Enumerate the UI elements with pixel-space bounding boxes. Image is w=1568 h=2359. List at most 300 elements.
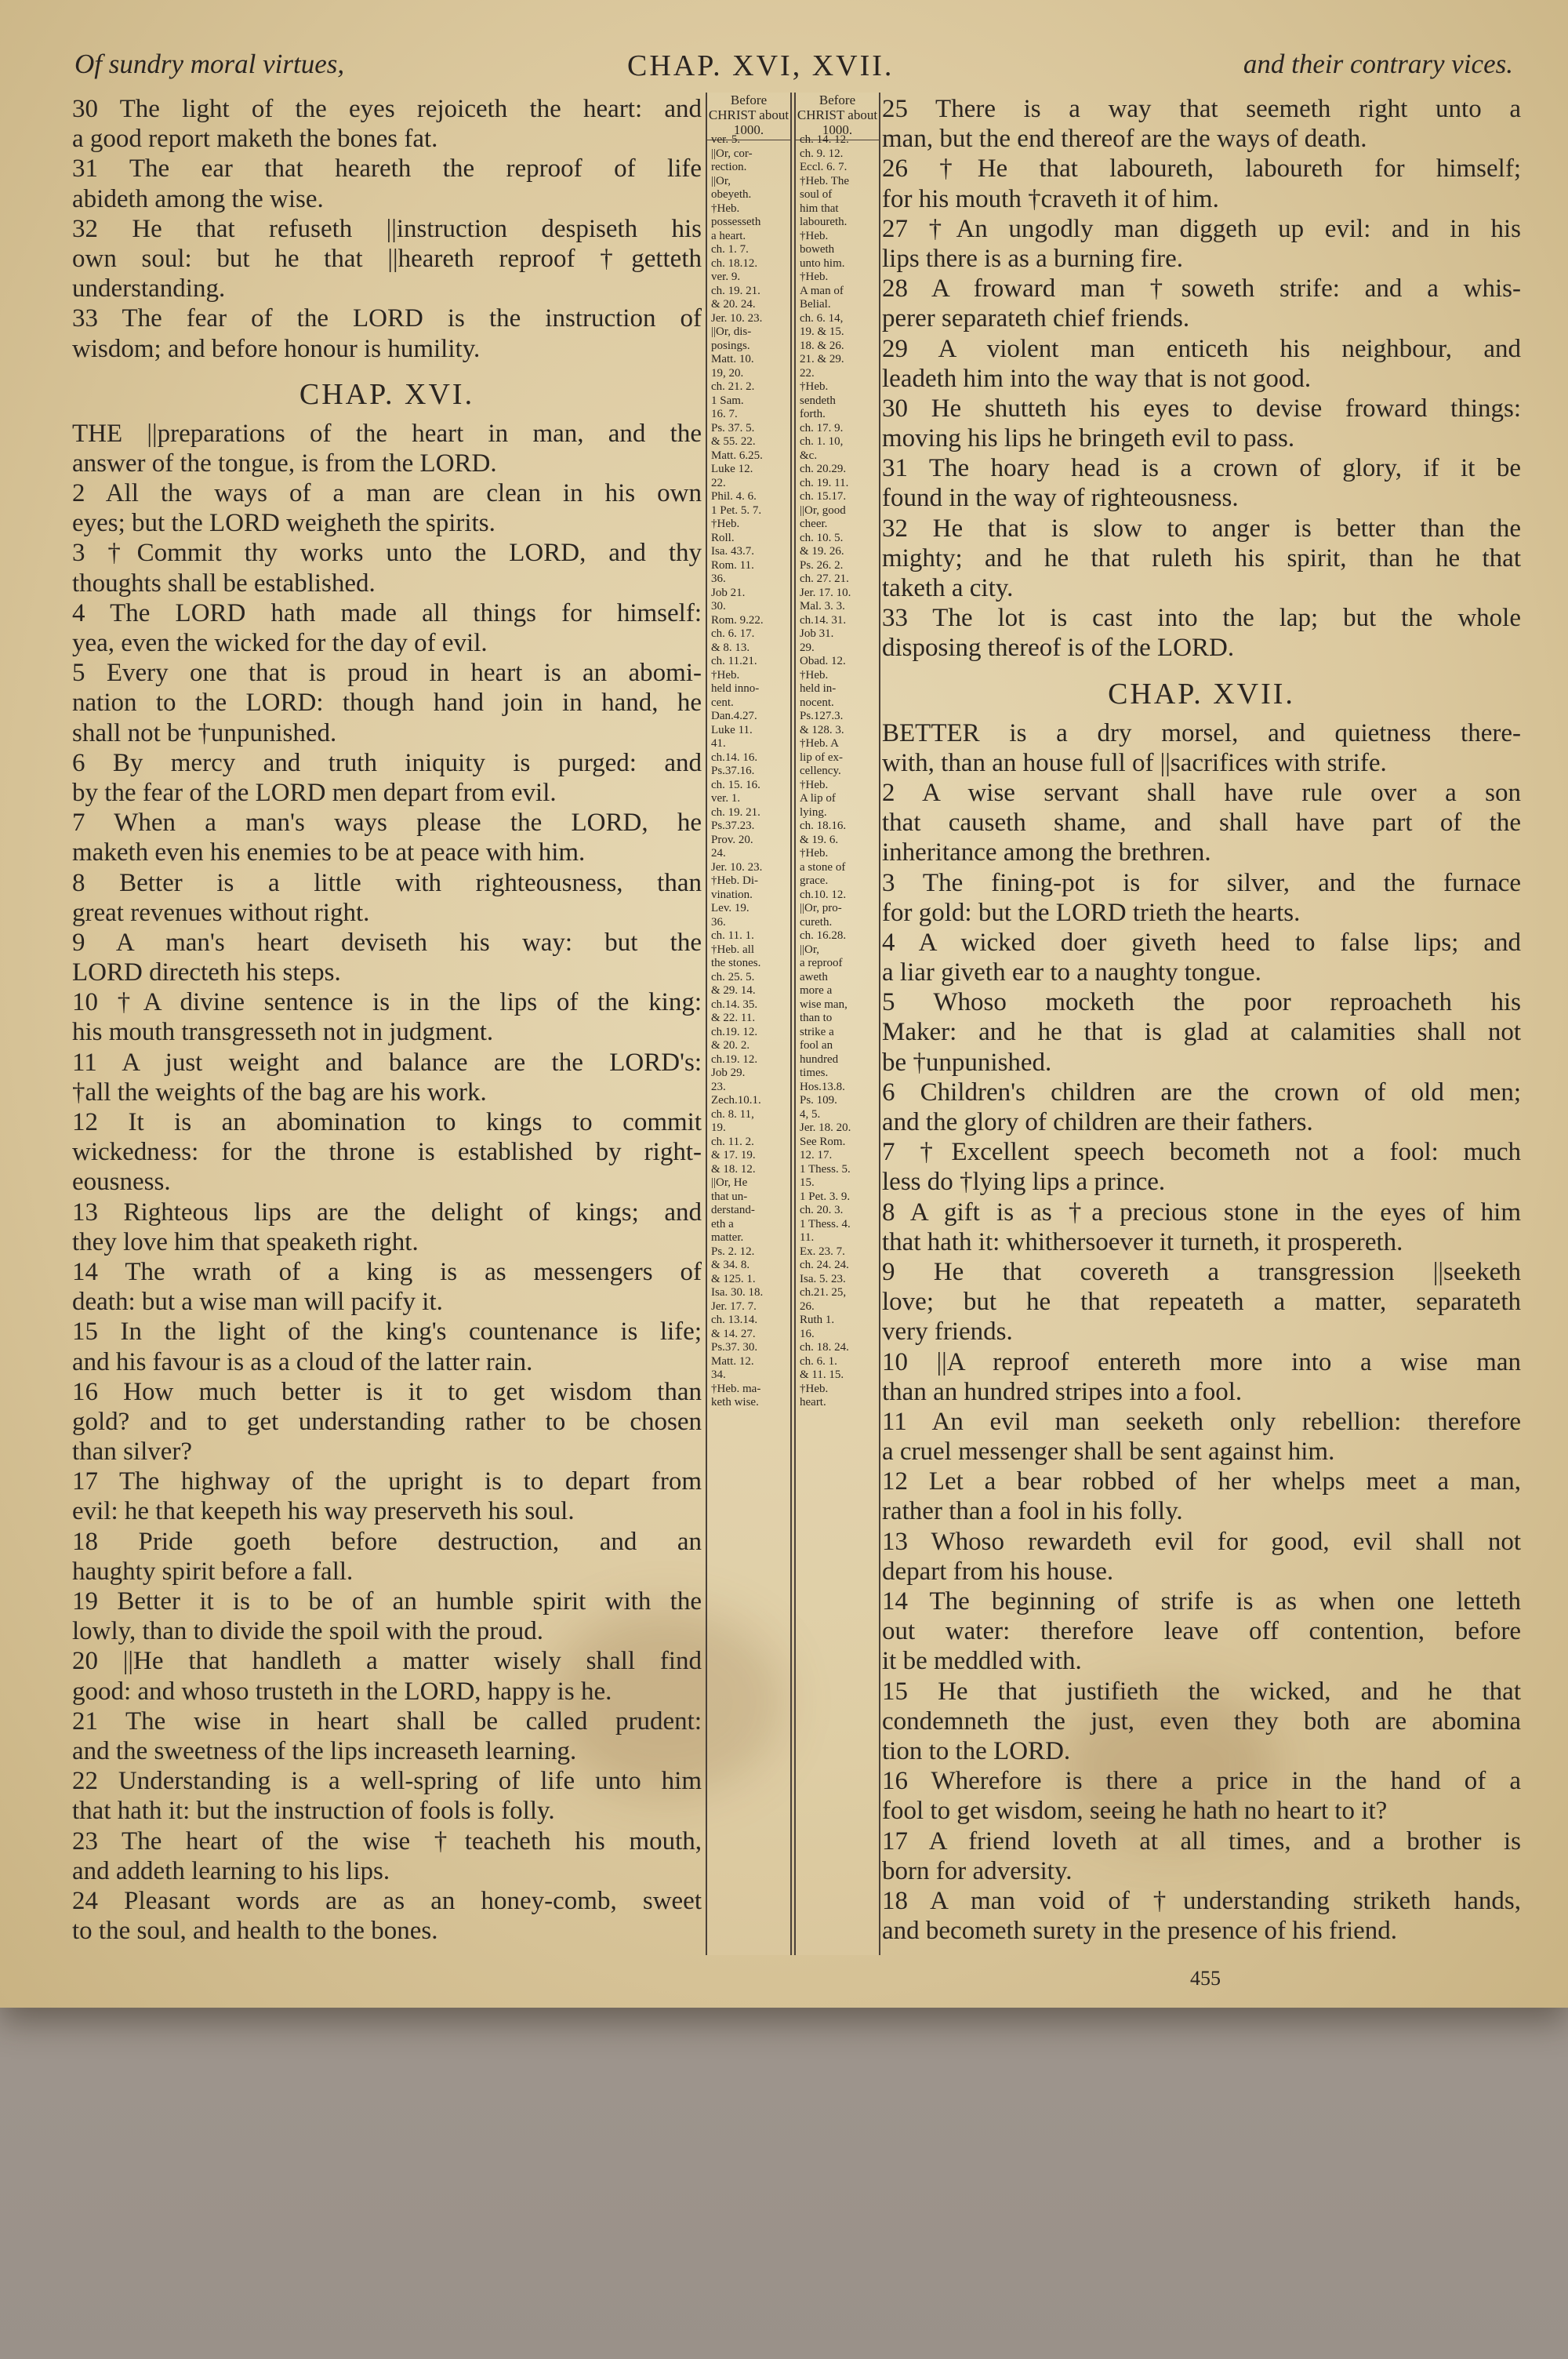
margin-reference: 36. <box>711 915 726 929</box>
margin-reference: ch. 15. 16. <box>711 778 760 791</box>
margin-reference: &c. <box>800 449 818 462</box>
margin-reference: 29. <box>800 641 815 654</box>
margin-reference: Luke 12. <box>711 463 753 475</box>
margin-reference: ch. 6. 17. <box>711 627 755 640</box>
verse-line: 18 A man void of †understanding striketh hands, <box>882 1886 1521 1915</box>
margin-reference: the stones. <box>711 957 761 969</box>
margin-reference: †Heb. <box>800 1382 829 1395</box>
verse-line: his mouth transgresseth not in judgment. <box>72 1018 494 1047</box>
verse-line: mighty; and he that ruleth his spirit, than he that <box>882 543 1521 572</box>
margin-reference: 1 Thess. 4. <box>800 1217 851 1230</box>
verse-line: a good report maketh the bones fat. <box>72 125 438 154</box>
verse-line: nation to the LORD: though hand join in hand, he <box>72 689 702 718</box>
verse-line: lowly, than to divide the spoil with the proud. <box>72 1617 543 1646</box>
verse-line: rather than a fool in his folly. <box>882 1497 1183 1526</box>
left-text-column <box>72 94 702 1946</box>
margin-reference: & 125. 1. <box>711 1272 756 1285</box>
margin-reference: Isa. 5. 23. <box>800 1272 846 1285</box>
margin-reference: ch. 1. 7. <box>711 243 749 256</box>
margin-reference: †Heb. <box>800 229 829 242</box>
margin-reference: 26. <box>800 1299 815 1313</box>
margin-reference: ch.14. 35. <box>711 998 758 1011</box>
verse-line: lips there is as a burning fire. <box>882 244 1183 273</box>
verse-line: 12 It is an abomination to kings to commit <box>72 1108 702 1136</box>
cross-reference-margin-right <box>794 93 880 1955</box>
verse-line: great revenues without right. <box>72 898 370 927</box>
margin-reference: than to <box>800 1012 833 1024</box>
margin-reference: Eccl. 6. 7. <box>800 161 848 173</box>
verse-line: less do †lying lips a prince. <box>882 1168 1166 1197</box>
margin-reference: & 128. 3. <box>800 723 844 736</box>
verse-line: perer separateth chief friends. <box>882 304 1190 333</box>
verse-line: answer of the tongue, is from the LORD. <box>72 449 497 478</box>
verse-line: 15 In the light of the king's countenance is life; <box>72 1318 702 1347</box>
margin-reference: †Heb. <box>800 668 829 682</box>
margin-reference: 19. & 15. <box>800 325 844 338</box>
margin-reference: held in- <box>800 682 837 695</box>
verse-line: born for adversity. <box>882 1856 1073 1885</box>
margin-reference: ch. 11. 1. <box>711 929 754 942</box>
margin-reference: Ps.37. 30. <box>711 1341 758 1354</box>
margin-reference: †Heb. <box>711 668 740 682</box>
margin-reference: Dan.4.27. <box>711 710 757 722</box>
verse-line: LORD directeth his steps. <box>72 958 341 987</box>
verse-line: and his favour is as a cloud of the latter rain. <box>72 1347 533 1376</box>
verse-line: 21 The wise in heart shall be called prudent: <box>72 1707 702 1736</box>
margin-reference: †Heb. <box>800 380 829 393</box>
margin-reference: strike a <box>800 1025 834 1038</box>
verse-line: man, but the end thereof are the ways of death. <box>882 125 1367 154</box>
margin-reference: Jer. 17. 10. <box>800 586 851 599</box>
margin-reference: 11. <box>800 1231 815 1244</box>
verse-line: 33 The fear of the LORD is the instruction of <box>72 304 702 333</box>
margin-reference: & 14. 27. <box>711 1327 756 1340</box>
margin-reference: derstand- <box>711 1204 755 1216</box>
margin-reference: †Heb. <box>711 202 740 215</box>
margin-reference: ch. 19. 11. <box>800 476 849 489</box>
margin-reference: cent. <box>711 696 734 709</box>
verse-line: they love him that speaketh right. <box>72 1227 419 1256</box>
verse-line: maketh even his enemies to be at peace with him. <box>72 838 586 867</box>
verse-line: be †unpunished. <box>882 1048 1052 1077</box>
margin-reference: 1 Pet. 5. 7. <box>711 503 762 517</box>
margin-reference: & 19. 6. <box>800 833 839 846</box>
margin-reference: 19. <box>711 1121 726 1134</box>
margin-reference: & 11. 15. <box>800 1369 844 1381</box>
margin-reference: ch.21. 25, <box>800 1286 847 1299</box>
verse-line: 23 The heart of the wise †teacheth his mouth, <box>72 1826 702 1856</box>
verse-line: 28 A froward man †soweth strife: and a whis- <box>882 274 1521 304</box>
margin-reference: Matt. 6.25. <box>711 449 763 462</box>
verse-line: tion to the LORD. <box>882 1736 1071 1765</box>
margin-reference: 1 Sam. <box>711 394 744 407</box>
verse-line: 2 All the ways of a man are clean in his own <box>72 479 702 508</box>
verse-line: 13 Righteous lips are the delight of kings; and <box>72 1198 702 1227</box>
margin-reference: laboureth. <box>800 216 848 228</box>
margin-reference: Ps.37.16. <box>711 765 755 777</box>
running-head-left: Of sundry moral virtues, <box>74 49 345 79</box>
verse-line: and the glory of children are their fathers. <box>882 1108 1313 1136</box>
margin-reference: 41. <box>711 737 726 750</box>
verse-line: for his mouth †craveth it of him. <box>882 184 1219 213</box>
verse-line: a cruel messenger shall be sent against him. <box>882 1438 1335 1467</box>
margin-reference: †Heb. ma- <box>711 1382 761 1395</box>
verse-line: by the fear of the LORD men depart from evil. <box>72 778 557 807</box>
margin-reference: ch.19. 12. <box>711 1025 758 1038</box>
verse-line: 30 The light of the eyes rejoiceth the heart: and <box>72 95 702 123</box>
margin-reference: Phil. 4. 6. <box>711 490 757 503</box>
margin-reference: Obad. 12. <box>800 655 846 667</box>
verse-line: Maker: and he that is glad at calamities shall not <box>882 1018 1521 1047</box>
margin-reference: Jer. 18. 20. <box>800 1121 851 1134</box>
margin-reference: ch. 18.16. <box>800 820 847 832</box>
page-number: 455 <box>1190 1967 1221 1990</box>
margin-reference: 16. 7. <box>711 408 738 420</box>
margin-reference: ch. 9. 12. <box>800 147 844 160</box>
margin-reference: 16. <box>800 1327 815 1340</box>
right-text-column <box>882 94 1521 1946</box>
margin-reference: & 8. 13. <box>711 641 750 654</box>
verse-line: BETTER is a dry morsel, and quietness there- <box>882 718 1521 747</box>
verse-line: 10 †A divine sentence is in the lips of the king: <box>72 988 702 1017</box>
margin-reference: †Heb. <box>800 778 829 791</box>
margin-reference: Job 29. <box>711 1067 746 1079</box>
margin-reference: wise man, <box>800 998 848 1011</box>
margin-reference: keth wise. <box>711 1396 759 1408</box>
margin-reference: 23. <box>711 1080 726 1093</box>
margin-reference: A lip of <box>800 792 836 805</box>
verse-line: wisdom; and before honour is humility. <box>72 334 481 363</box>
margin-reference: Isa. 43.7. <box>711 545 754 558</box>
margin-reference: times. <box>800 1067 829 1079</box>
margin-reference: held inno- <box>711 682 760 695</box>
margin-reference: ||Or, dis- <box>711 325 752 338</box>
verse-line: 14 The beginning of strife is as when one letteth <box>882 1587 1521 1616</box>
verse-line: 25 There is a way that seemeth right unto a <box>882 95 1521 123</box>
verse-line: †all the weights of the bag are his work. <box>72 1078 487 1107</box>
margin-reference: him that <box>800 202 839 215</box>
verse-line: 33 The lot is cast into the lap; but the whole <box>882 604 1521 633</box>
verse-line: 32 He that is slow to anger is better than the <box>882 514 1521 543</box>
margin-reference: A man of <box>800 284 844 297</box>
margin-reference: Rom. 11. <box>711 558 754 572</box>
margin-reference: See Rom. <box>800 1135 846 1148</box>
verse-line: 12 Let a bear robbed of her whelps meet a man, <box>882 1467 1521 1496</box>
margin-reference: ch. 16.28. <box>800 929 847 942</box>
verse-line: 13 Whoso rewardeth evil for good, evil shall not <box>882 1527 1521 1556</box>
verse-line: 26 †He that laboureth, laboureth for himself; <box>882 154 1521 184</box>
margin-reference: ch. 11. 2. <box>711 1135 754 1148</box>
verse-line: 10 ||A reproof entereth more into a wise man <box>882 1347 1521 1376</box>
verse-line: abideth among the wise. <box>72 184 324 213</box>
verse-line: wickedness: for the throne is established by right- <box>72 1138 702 1167</box>
margin-reference: nocent. <box>800 696 834 709</box>
margin-reference: 21. & 29. <box>800 353 844 365</box>
verse-line: 11 An evil man seeketh only rebellion: therefore <box>882 1407 1521 1436</box>
verse-line: out water: therefore leave off contention, before <box>882 1617 1521 1646</box>
verse-line: inheritance among the brethren. <box>882 838 1211 867</box>
verse-line: 20 ||He that handleth a matter wisely shall find <box>72 1647 702 1676</box>
verse-line: condemneth the just, even they both are abomina <box>882 1707 1521 1736</box>
running-head-chapter: CHAP. XVI, XVII. <box>627 49 895 82</box>
margin-reference: Job 21. <box>711 586 746 599</box>
verse-line: 17 A friend loveth at all times, and a brother is <box>882 1826 1521 1856</box>
verse-line: 27 †An ungodly man diggeth up evil: and in his <box>882 214 1521 243</box>
margin-reference: & 17. 19. <box>711 1149 756 1161</box>
verse-line: 7 When a man's ways please the LORD, he <box>72 809 702 838</box>
margin-reference: fool an <box>800 1039 833 1052</box>
margin-reference: that un- <box>711 1190 748 1203</box>
verse-line: 29 A violent man enticeth his neighbour, and <box>882 334 1521 363</box>
margin-reference: Belial. <box>800 298 831 311</box>
verse-line: 16 How much better is it to get wisdom than <box>72 1377 702 1406</box>
verse-line: 7 †Excellent speech becometh not a fool: much <box>882 1138 1521 1167</box>
margin-reference: ch.14. 16. <box>711 751 758 764</box>
margin-reference: 19, 20. <box>711 366 744 380</box>
verse-line: 8 A gift is as †a precious stone in the eyes of him <box>882 1198 1521 1227</box>
verse-line: 19 Better it is to be of an humble spirit with the <box>72 1587 702 1616</box>
verse-line: and addeth learning to his lips. <box>72 1856 390 1885</box>
margin-reference: †Heb. <box>800 847 829 860</box>
margin-reference: hundred <box>800 1052 839 1066</box>
margin-reference: ch. 18. 24. <box>800 1341 849 1354</box>
chapter-heading: CHAP. XVII. <box>1108 677 1295 711</box>
margin-reference: Mal. 3. 3. <box>800 600 845 612</box>
margin-reference: Rom. 9.22. <box>711 613 764 627</box>
margin-reference: †Heb. The <box>800 174 850 187</box>
margin-reference: & 34. 8. <box>711 1259 750 1271</box>
margin-reference: heart. <box>800 1396 826 1408</box>
margin-reference: cheer. <box>800 518 828 530</box>
verse-line: 15 He that justifieth the wicked, and he that <box>882 1677 1521 1706</box>
margin-reference: ch.10. 12. <box>800 888 847 901</box>
verse-line: good: and whoso trusteth in the LORD, happy is he. <box>72 1677 612 1706</box>
verse-line: 11 A just weight and balance are the LORD's: <box>72 1048 702 1077</box>
margin-reference: sendeth <box>800 394 836 407</box>
margin-reference: rection. <box>711 161 747 173</box>
margin-reference: Isa. 30. 18. <box>711 1286 764 1299</box>
margin-reference: grace. <box>800 874 829 887</box>
margin-reference: vination. <box>711 888 753 901</box>
verse-line: eyes; but the LORD weigheth the spirits. <box>72 509 495 538</box>
verse-line: that hath it: whithersoever it turneth, it prospereth. <box>882 1227 1403 1256</box>
margin-reference: 36. <box>711 572 726 585</box>
verse-line: than silver? <box>72 1438 193 1467</box>
margin-reference: & 18. 12. <box>711 1162 756 1176</box>
margin-reference: ch. 13.14. <box>711 1314 758 1326</box>
verse-line: 22 Understanding is a well-spring of life unto him <box>72 1767 702 1796</box>
margin-reference: Ruth 1. <box>800 1314 835 1326</box>
margin-reference: Prov. 20. <box>711 833 753 846</box>
margin-reference: a stone of <box>800 860 846 874</box>
margin-reference: 4, 5. <box>800 1107 821 1121</box>
margin-reference: & 55. 22. <box>711 435 756 448</box>
verse-line: shall not be †unpunished. <box>72 718 337 747</box>
verse-line: death: but a wise man will pacify it. <box>72 1288 443 1317</box>
verse-line: disposing thereof is of the LORD. <box>882 634 1235 663</box>
margin-reference: ch. 20. 3. <box>800 1204 844 1216</box>
margin-reference: Jer. 10. 23. <box>711 311 763 325</box>
margin-reference: Ps. 37. 5. <box>711 421 755 434</box>
margin-reference: 18. & 26. <box>800 339 844 352</box>
verse-line: love; but he that repeateth a matter, separateth <box>882 1288 1521 1317</box>
verse-line: thoughts shall be established. <box>72 569 376 598</box>
verse-line: 6 By mercy and truth iniquity is purged: and <box>72 748 702 777</box>
margin-reference: ||Or, cor- <box>711 147 753 160</box>
margin-reference: obeyeth. <box>711 188 752 201</box>
margin-reference: ch. 18.12. <box>711 256 758 270</box>
margin-reference: Jer. 17. 7. <box>711 1299 757 1313</box>
margin-reference: boweth <box>800 243 835 256</box>
margin-reference: 24. <box>711 847 726 860</box>
verse-line: 6 Children's children are the crown of old men; <box>882 1078 1521 1107</box>
margin-reference: ch. 19. 21. <box>711 805 760 819</box>
margin-reference: Ps. 26. 2. <box>800 558 844 572</box>
margin-reference: ch.19. 12. <box>711 1052 758 1066</box>
margin-reference: 1 Pet. 3. 9. <box>800 1190 851 1203</box>
margin-reference: aweth <box>800 970 828 983</box>
verse-line: and the sweetness of the lips increaseth learning. <box>72 1736 577 1765</box>
margin-reference: cureth. <box>800 915 833 929</box>
verse-line: 4 The LORD hath made all things for himself: <box>72 598 702 627</box>
verse-line: found in the way of righteousness. <box>882 484 1239 513</box>
verse-line: fool to get wisdom, seeing he hath no heart to it? <box>882 1797 1388 1826</box>
margin-reference: & 29. 14. <box>711 984 756 997</box>
margin-reference: Matt. 12. <box>711 1354 754 1368</box>
verse-line: leadeth him into the way that is not good. <box>882 364 1312 393</box>
margin-reference: ch. 1. 10, <box>800 435 844 448</box>
margin-reference: ch. 21. 2. <box>711 380 755 393</box>
margin-reference: 30. <box>711 600 726 612</box>
margin-reference: ver. 1. <box>711 792 741 805</box>
verse-line: 5 Every one that is proud in heart is an abomi- <box>72 659 702 688</box>
verse-line: haughty spirit before a fall. <box>72 1557 354 1586</box>
verse-line: 9 He that covereth a transgression ||seeketh <box>882 1257 1521 1286</box>
margin-reference: 15. <box>800 1176 815 1189</box>
margin-reference: ||Or, good <box>800 503 846 517</box>
margin-reference: soul of <box>800 188 833 201</box>
margin-reference: Matt. 10. <box>711 353 754 365</box>
margin-reference: Job 31. <box>800 627 834 640</box>
verse-line: understanding. <box>72 274 226 304</box>
margin-reference: Zech.10.1. <box>711 1094 761 1107</box>
margin-reference: Ps. 2. 12. <box>711 1245 755 1258</box>
verse-line: for gold: but the LORD trieth the hearts. <box>882 898 1301 927</box>
verse-line: that hath it: but the instruction of fools is folly. <box>72 1797 555 1826</box>
margin-reference: Ps.37.23. <box>711 820 755 832</box>
margin-reference: unto him. <box>800 256 845 270</box>
margin-reference: ch. 11.21. <box>711 655 757 667</box>
verse-line: 5 Whoso mocketh the poor reproacheth his <box>882 988 1521 1017</box>
margin-reference: †Heb. all <box>711 943 754 956</box>
margin-header: Before CHRIST about 1000. <box>796 93 879 140</box>
margin-reference: & 19. 26. <box>800 545 844 558</box>
verse-line: a liar giveth ear to a naughty tongue. <box>882 958 1261 987</box>
verse-line: 32 He that refuseth ||instruction despiseth his <box>72 214 702 243</box>
verse-line: 2 A wise servant shall have rule over a son <box>882 778 1521 807</box>
verse-line: taketh a city. <box>882 574 1014 602</box>
verse-line: and becometh surety in the presence of his friend. <box>882 1917 1398 1946</box>
margin-reference: possesseth <box>711 216 761 228</box>
margin-reference: 34. <box>711 1369 726 1381</box>
margin-reference: 12. 17. <box>800 1149 833 1161</box>
margin-reference: ch. 19. 21. <box>711 284 760 297</box>
margin-reference: matter. <box>711 1231 744 1244</box>
verse-line: 14 The wrath of a king is as messengers of <box>72 1257 702 1286</box>
margin-reference: & 20. 2. <box>711 1039 750 1052</box>
verse-line: 30 He shutteth his eyes to devise froward things: <box>882 394 1521 423</box>
verse-line: 4 A wicked doer giveth heed to false lips; and <box>882 928 1521 957</box>
verse-line: with, than an house full of ||sacrifices with strife. <box>882 748 1387 777</box>
margin-reference: Lev. 19. <box>711 902 750 914</box>
verse-line: gold? and to get understanding rather to be chosen <box>72 1407 702 1436</box>
margin-reference: posings. <box>711 339 750 352</box>
verse-line: 3 †Commit thy works unto the LORD, and thy <box>72 539 702 568</box>
cross-reference-margin-left <box>706 93 792 1955</box>
verse-line: 9 A man's heart deviseth his way: but the <box>72 928 702 957</box>
margin-reference: a reproof <box>800 957 843 969</box>
margin-reference: ver. 5. <box>711 133 741 146</box>
margin-reference: lying. <box>800 805 827 819</box>
verse-line: 16 Wherefore is there a price in the hand of a <box>882 1767 1521 1796</box>
margin-reference: ||Or, <box>711 174 731 187</box>
verse-line: 31 The ear that heareth the reproof of life <box>72 154 702 184</box>
verse-line: 17 The highway of the upright is to depart from <box>72 1467 702 1496</box>
margin-reference: ch. 27. 21. <box>800 572 849 585</box>
margin-header: Before CHRIST about 1000. <box>707 93 790 140</box>
verse-line: own soul: but he that ||heareth reproof †getteth <box>72 244 702 273</box>
margin-reference: eth a <box>711 1217 734 1230</box>
margin-reference: & 20. 24. <box>711 298 756 311</box>
margin-reference: ch. 24. 24. <box>800 1259 849 1271</box>
margin-reference: ch. 17. 9. <box>800 421 844 434</box>
margin-reference: †Heb. Di- <box>711 874 758 887</box>
running-head-right: and their contrary vices. <box>1243 49 1513 79</box>
verse-line: depart from his house. <box>882 1557 1114 1586</box>
margin-reference: †Heb. <box>800 271 829 283</box>
margin-reference: ch. 14. 12. <box>800 133 849 146</box>
margin-reference: ||Or, pro- <box>800 902 842 914</box>
chapter-heading: CHAP. XVI. <box>299 377 475 411</box>
verse-line: THE ||preparations of the heart in man, and the <box>72 419 702 448</box>
verse-line: very friends. <box>882 1318 1013 1347</box>
margin-reference: Hos.13.8. <box>800 1080 845 1093</box>
margin-reference: Jer. 10. 23. <box>711 860 763 874</box>
margin-reference: ch. 6. 14, <box>800 311 844 325</box>
verse-line: yea, even the wicked for the day of evil. <box>72 629 488 657</box>
margin-reference: Ps. 109. <box>800 1094 837 1107</box>
margin-reference: Luke 11. <box>711 723 753 736</box>
margin-reference: Roll. <box>711 531 735 544</box>
margin-reference: ch. 8. 11, <box>711 1107 754 1121</box>
verse-line: to the soul, and health to the bones. <box>72 1917 438 1946</box>
margin-reference: 22. <box>800 366 815 380</box>
margin-reference: a heart. <box>711 229 746 242</box>
verse-line: eousness. <box>72 1168 171 1197</box>
margin-reference: & 22. 11. <box>711 1012 756 1024</box>
margin-reference: 22. <box>711 476 726 489</box>
verse-line: than an hundred stripes into a fool. <box>882 1377 1243 1406</box>
margin-reference: ch. 25. 5. <box>711 970 755 983</box>
margin-reference: †Heb. <box>711 518 740 530</box>
margin-reference: †Heb. A <box>800 737 839 750</box>
margin-reference: ||Or, <box>800 943 819 956</box>
verse-line: evil: he that keepeth his way preserveth his soul. <box>72 1497 575 1526</box>
verse-line: that causeth shame, and shall have part of the <box>882 809 1521 838</box>
margin-reference: ch. 10. 5. <box>800 531 844 544</box>
verse-line: 3 The fining-pot is for silver, and the furnace <box>882 868 1521 897</box>
verse-line: 18 Pride goeth before destruction, and an <box>72 1527 702 1556</box>
